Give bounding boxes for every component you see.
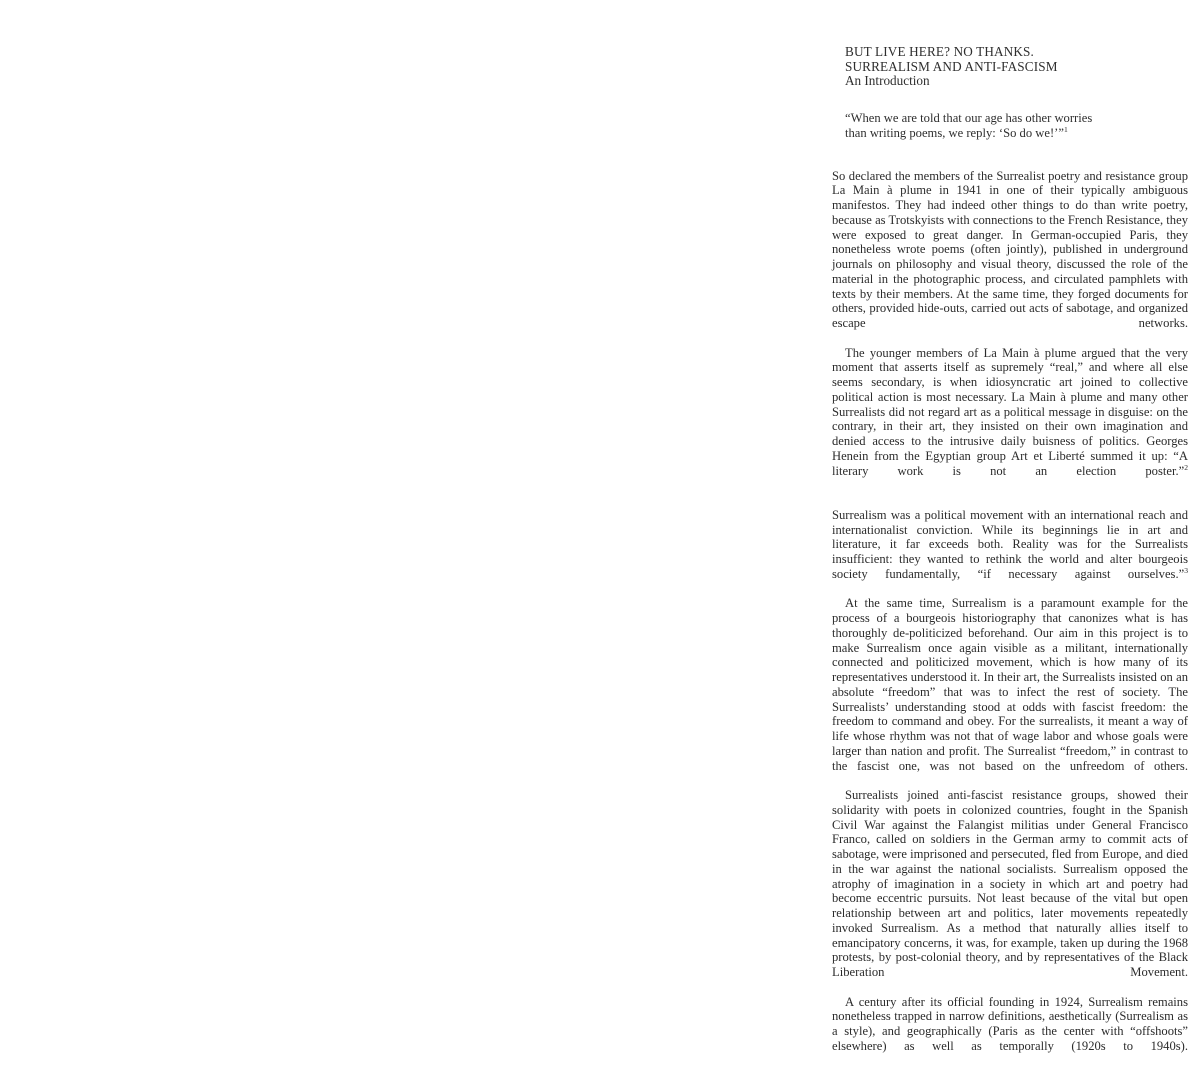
- text-column: [832, 45, 1188, 1068]
- body-text: [832, 169, 1188, 1068]
- page-recto: [600, 0, 1200, 1053]
- body-paragraph: [832, 596, 1188, 788]
- epigraph: [845, 111, 1188, 142]
- epigraph-line-1: “When we are told that our age has other worries: [845, 110, 1093, 125]
- body-paragraph-text: Surrealists joined anti-fascist resistance groups, showed their solidarity with poets in colonized countries, fought in the Spanish Civil War against the Falangist militias under General Francisco Franco, called on soldiers in the German army to commit acts of sabotage, were imprisoned and persecuted, fled from Europe, and died in the war against the national socialists. Surrealism opposed the atrophy of imagination in a society in which art and poetry had become eccentric pursuits. Not least because of the vital but open relationship between art and politics, later movements repeatedly invoked Surrealism. As a method that naturally allies itself to emancipatory concerns, it was, for example, taken up during the 1968 protests, by post-colonial theory, and by representatives of the Black Liberation Movement.: [832, 788, 1188, 980]
- page-verso: [0, 0, 600, 764]
- body-paragraph: [832, 346, 1188, 494]
- body-paragraph-text: At the same time, Surrealism is a paramount example for the process of a bourgeois historiography that canonizes what is has thoroughly de-politicized beforehand. Our aim in this project is to make Surrealism once again visible as a militant, internationally connected and politicized movement, which is how many of its representatives understood it. In their art, the Surrealists insisted on an absolute “freedom” that was to infect the rest of society. The Surrealists’ understanding stood at odds with fascist freedom: the freedom to command and obey. For the surrealists, it meant a way of life whose rhythm was not that of wage labor and whose goals were larger than nation and profit. The Surrealist “freedom,” in contrast to the fascist one, was not based on the unfreedom of others.: [832, 596, 1188, 773]
- body-paragraph-text: Surrealism was a political movement with an international reach and internationalist conviction. While its beginnings lie in art and literature, it far exceeds both. Reality was for the Surrealists insufficient: they wanted to rethink the world and alter bourgeois society fundamentally, “if necessary against ourselves.”: [832, 507, 1188, 581]
- body-paragraph-text: The younger members of La Main à plume argued that the very moment that asserts itself as supremely “real,” and where all else seems secondary, is when idiosyncratic art joined to collective political action is most necessary. La Main à plume and many other Surrealists did not regard art as a political message in disguise: on the contrary, in their art, they insisted on their own imagination and denied access to the intrusive daily buisness of politics. Georges Henein from the Egyptian group Art et Liberté summed it up: “A literary work is not an election poster.”: [832, 345, 1188, 478]
- body-paragraph: [832, 995, 1188, 1068]
- chapter-title-block: [845, 45, 1188, 89]
- body-paragraph: [832, 788, 1188, 995]
- body-paragraph-text: A century after its official founding in 1924, Surrealism remains nonetheless trapped in narrow definitions, aesthetically (Surrealism as a style), and geographically (Paris as the center with “offshoots” elsewhere) as well as temporally (1920s to 1940s).: [832, 994, 1188, 1053]
- footnote-marker-3: 3: [1184, 565, 1188, 575]
- footnote-marker-2: 2: [1184, 462, 1188, 472]
- epigraph-line-2: [845, 126, 1188, 141]
- body-paragraph: [832, 508, 1188, 597]
- chapter-title-line-1: BUT LIVE HERE? NO THANKS.: [845, 44, 1034, 59]
- chapter-title-line-2: SURREALISM AND ANTI-FASCISM: [845, 58, 1058, 74]
- epigraph-line-2-text: than writing poems, we reply: ‘So do we!’”: [845, 126, 1064, 141]
- body-paragraph: [832, 169, 1188, 346]
- body-paragraph-text: So declared the members of the Surrealist poetry and resistance group La Main à plume in 1941 in one of their typically ambiguous manifestos. They had indeed other things to do than write poetry, because as Trotskyists with connections to the French Resistance, they were exposed to great danger. In German-occupied Paris, they nonetheless wrote poems (often jointly), published in underground journals on philosophy and visual theory, discussed the role of the material in the photographic process, and circulated pamphlets with texts by their members. At the same time, they forged documents for others, provided hide-outs, carried out acts of sabotage, and organized escape networks.: [832, 168, 1188, 331]
- chapter-subtitle: An Introduction: [845, 73, 930, 89]
- footnote-marker-1: 1: [1063, 125, 1068, 134]
- verso-blank-area: [0, 0, 600, 764]
